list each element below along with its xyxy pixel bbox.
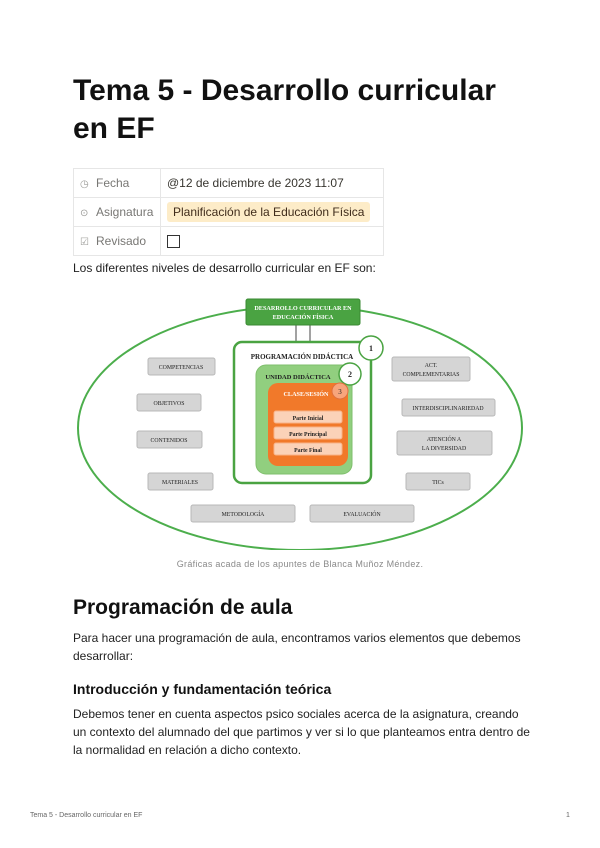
footer-page-number: 1 xyxy=(566,812,570,819)
session-parts xyxy=(274,411,342,455)
property-row-revisado xyxy=(74,227,384,256)
clock-icon: ◷ xyxy=(80,179,89,190)
diagram-header-line1: DESARROLLO CURRICULAR EN xyxy=(254,305,352,312)
level1-number-text: 1 xyxy=(369,344,373,353)
property-label: Asignatura xyxy=(96,205,154,219)
properties-table xyxy=(73,168,384,256)
element-label-line2: COMPLEMENTARIAS xyxy=(402,372,460,378)
section-text: Para hacer una programación de aula, encontramos varios elementos que debemos desarrollar: xyxy=(73,631,521,663)
level2-number-text: 2 xyxy=(348,370,352,379)
curriculum-diagram xyxy=(70,290,530,550)
element-label: OBJETIVOS xyxy=(153,401,185,407)
intro-text: Los diferentes niveles de desarrollo curricular en EF son: xyxy=(73,261,376,275)
element-label: COMPETENCIAS xyxy=(158,365,204,371)
element-label: TICs xyxy=(432,480,444,486)
level1-label: PROGRAMACIÓN DIDÁCTICA xyxy=(250,353,354,361)
page-title: Tema 5 - Desarrollo curricular en EF xyxy=(73,74,496,145)
checkbox-icon: ☑ xyxy=(80,237,89,248)
level3-label: CLASE/SESIÓN xyxy=(283,391,329,398)
left-elements xyxy=(137,358,215,490)
element-label: EVALUACIÓN xyxy=(343,512,381,518)
element-label: MATERIALES xyxy=(161,480,199,486)
diagram-header-box xyxy=(246,299,360,325)
property-label: Revisado xyxy=(96,234,147,248)
element-label: CONTENIDOS xyxy=(150,438,188,444)
element-label-line1: ACT. xyxy=(424,363,438,369)
diagram-header-line2: EDUCACIÓN FÍSICA xyxy=(272,314,334,321)
part-label: Parte Principal xyxy=(289,432,327,438)
right-elements xyxy=(392,357,495,490)
property-label: Fecha xyxy=(96,176,130,190)
property-row-fecha xyxy=(74,169,384,198)
asignatura-tag[interactable]: Planificación de la Educación Física xyxy=(167,202,370,222)
level3-number-text: 3 xyxy=(338,388,342,396)
bottom-elements xyxy=(191,505,414,522)
tag-icon: ⊙ xyxy=(80,208,89,219)
section-title: Programación de aula xyxy=(73,596,293,619)
footer-doc-title: Tema 5 - Desarrollo curricular en EF xyxy=(30,812,143,819)
element-label: METODOLOGÍA xyxy=(221,512,265,518)
element-label: INTERDISCIPLINARIEDAD xyxy=(412,406,484,412)
property-row-asignatura xyxy=(74,198,384,227)
subsection-text: Debemos tener en cuenta aspectos psico sociales acerca de la asignatura, creando un contexto del alumnado del que partimos y ver si lo que planteamos entra dentro de la normalidad en relación a dicho contexto. xyxy=(73,707,530,757)
subsection-title: Introducción y fundamentación teórica xyxy=(73,681,332,697)
part-label: Parte Final xyxy=(294,448,322,454)
part-label: Parte Inicial xyxy=(292,416,324,422)
element-label-line2: LA DIVERSIDAD xyxy=(421,446,467,452)
revisado-checkbox[interactable] xyxy=(167,235,180,248)
level2-label: UNIDAD DIDÁCTICA xyxy=(265,374,331,381)
property-value-fecha[interactable]: @12 de diciembre de 2023 11:07 xyxy=(161,169,384,198)
element-label-line1: ATENCIÓN A xyxy=(426,437,462,443)
image-caption: Gráficas acada de los apuntes de Blanca Muñoz Méndez. xyxy=(176,559,424,569)
